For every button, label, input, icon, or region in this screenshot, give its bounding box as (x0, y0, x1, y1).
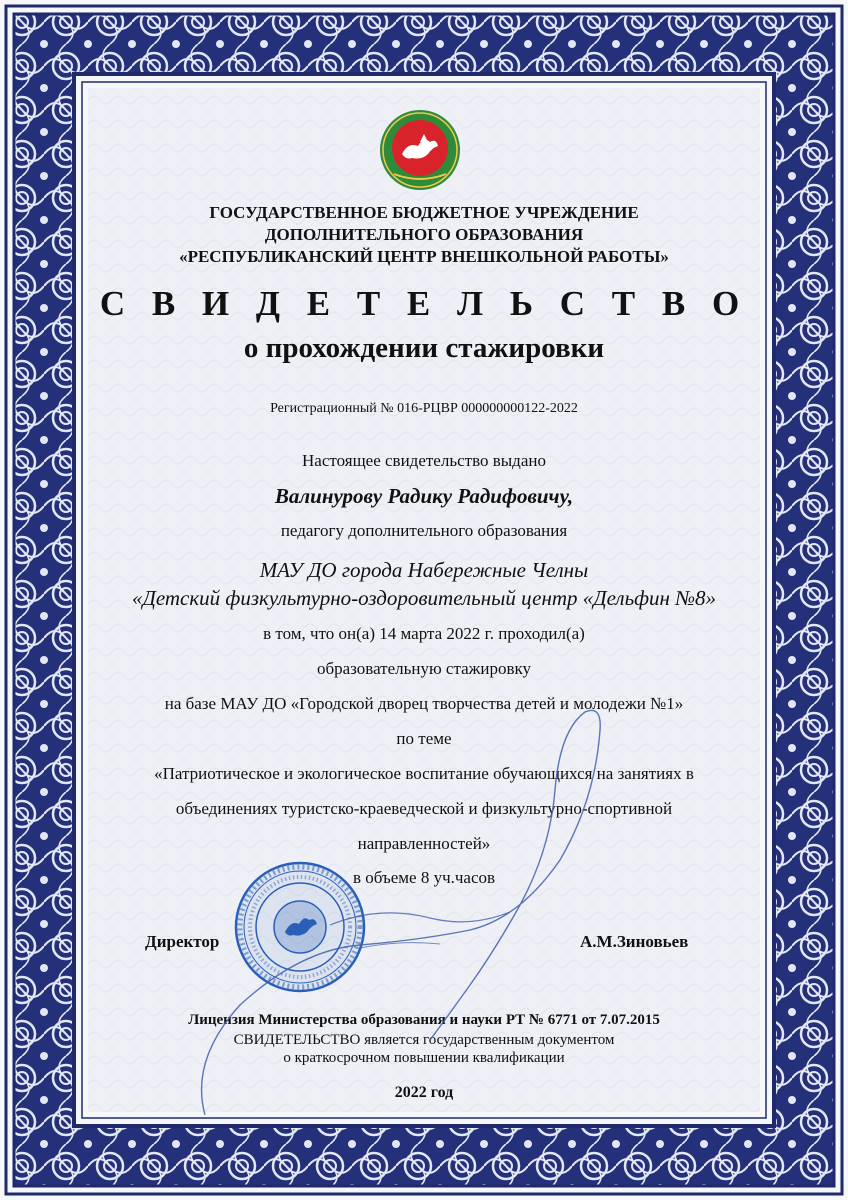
training-hours: в объеме 8 уч.часов (352, 868, 496, 887)
recipient-position: педагогу дополнительного образования (280, 521, 568, 540)
tatarstan-emblem-icon (378, 108, 462, 192)
topic-line-2: объединениях туристско-краеведческой и физкультурно-спортивной (175, 799, 673, 818)
organization-line-3: «РЕСПУБЛИКАНСКИЙ ЦЕНТР ВНЕШКОЛЬНОЙ РАБОТЫ» (179, 247, 669, 266)
legal-note-line-2: о краткосрочном повышении квалификации (283, 1050, 565, 1066)
institution-line-1: МАУ ДО города Набережные Челны (259, 558, 589, 582)
organization-line-2: ДОПОЛНИТЕЛЬНОГО ОБРАЗОВАНИЯ (264, 225, 584, 244)
certificate-subtitle: о прохождении стажировки (243, 332, 605, 364)
topic-line-3: направленностей» (357, 834, 491, 853)
official-seal-icon (233, 860, 368, 995)
institution-line-2: «Детский физкультурно-оздоровительный центр «Дельфин №8» (131, 586, 717, 610)
certificate-title: С В И Д Е Т Е Л Ь С Т В О (99, 284, 749, 323)
statement-line-1: в том, что он(а) 14 марта 2022 г. проходил(а) (263, 624, 585, 643)
organization-line-1: ГОСУДАРСТВЕННОЕ БЮДЖЕТНОЕ УЧРЕЖДЕНИЕ (209, 203, 639, 222)
recipient-name: Валинурову Радику Радифовичу, (274, 484, 574, 508)
topic-label: по теме (396, 729, 452, 748)
legal-note-line-1: СВИДЕТЕЛЬСТВО является государственным документом (233, 1032, 615, 1048)
director-name: А.М.Зиновьев (580, 932, 689, 951)
statement-line-3: на базе МАУ ДО «Городской дворец творчества детей и молодежи №1» (164, 694, 684, 713)
registration-number: Регистрационный № 016-РЦВР 000000000122-2022 (270, 401, 578, 416)
license-text: Лицензия Министерства образования и науки РТ № 6771 от 7.07.2015 (188, 1012, 660, 1028)
topic-line-1: «Патриотическое и экологическое воспитание обучающихся на занятиях в (154, 764, 694, 783)
director-label: Директор (145, 932, 220, 951)
certificate-year: 2022 год (394, 1084, 454, 1101)
statement-line-2: образовательную стажировку (316, 659, 532, 678)
issued-to-label: Настоящее свидетельство выдано (302, 451, 546, 470)
